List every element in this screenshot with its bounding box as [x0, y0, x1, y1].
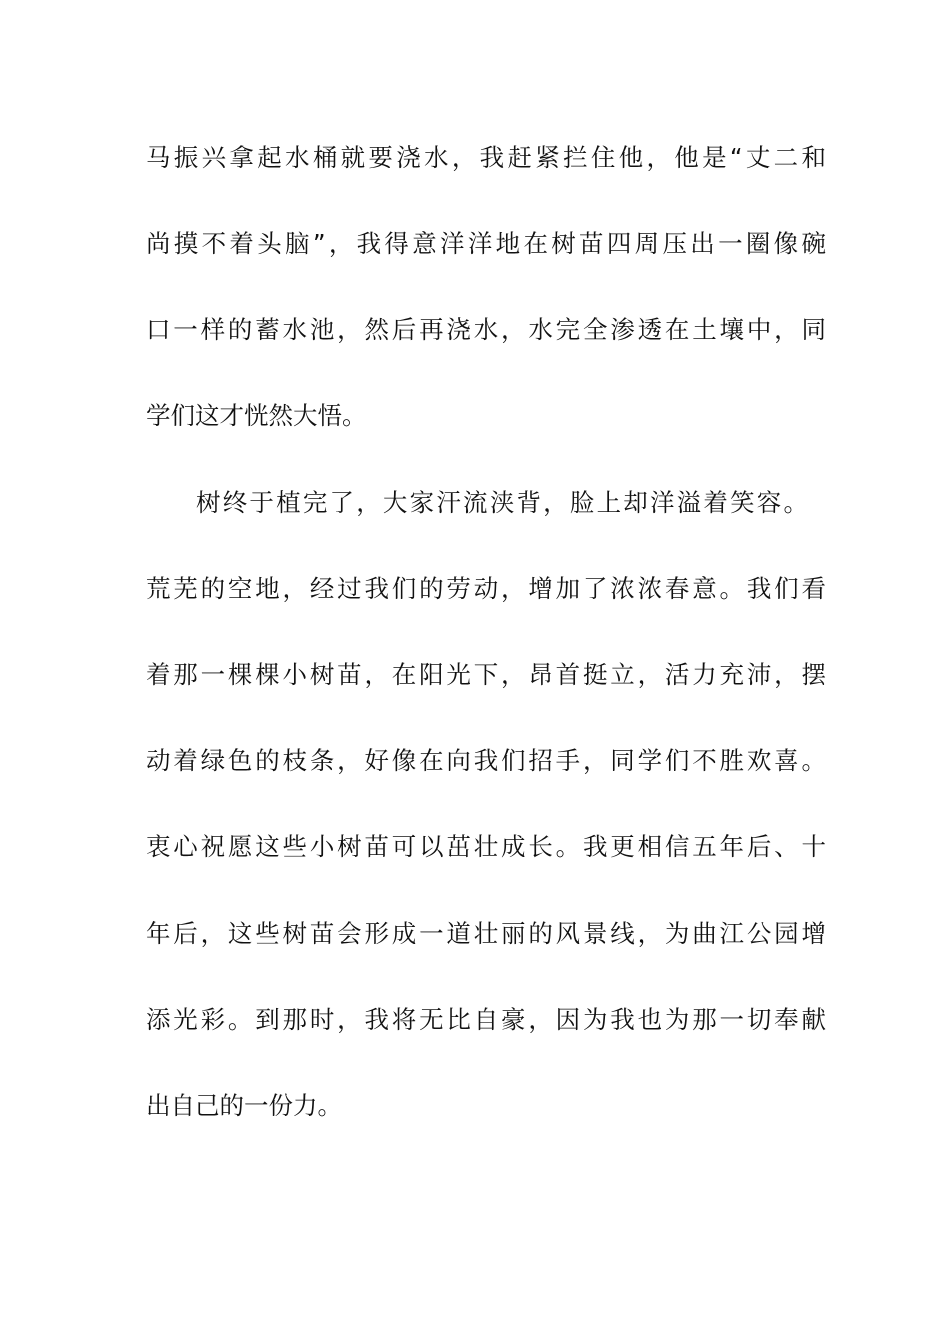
text-line: 树终于植完了，大家汗流浃背，脸上却洋溢着笑容。	[196, 488, 808, 517]
text-line: 衷心祝愿这些小树苗可以茁壮成长。我更相信五年后、十	[146, 832, 826, 861]
text-line: 马振兴拿起水桶就要浇水，我赶紧拦住他，他是“丈二和	[146, 143, 826, 172]
text-line: 荒芜的空地，经过我们的劳动，增加了浓浓春意。我们看	[146, 574, 826, 603]
text-line: 尚摸不着头脑”，我得意洋洋地在树苗四周压出一圈像碗	[146, 229, 826, 258]
text-line: 着那一棵棵小树苗，在阳光下，昂首挺立，活力充沛，摆	[146, 660, 826, 689]
text-line: 学们这才恍然大悟。	[146, 401, 367, 430]
text-line: 口一样的蓄水池，然后再浇水，水完全渗透在土壤中，同	[146, 315, 826, 344]
text-line: 出自己的一份力。	[146, 1091, 342, 1120]
text-line: 年后，这些树苗会形成一道壮丽的风景线，为曲江公园增	[146, 919, 826, 948]
text-line: 添光彩。到那时，我将无比自豪，因为我也为那一切奉献	[146, 1005, 826, 1034]
text-line: 动着绿色的枝条，好像在向我们招手，同学们不胜欢喜。	[146, 746, 826, 775]
